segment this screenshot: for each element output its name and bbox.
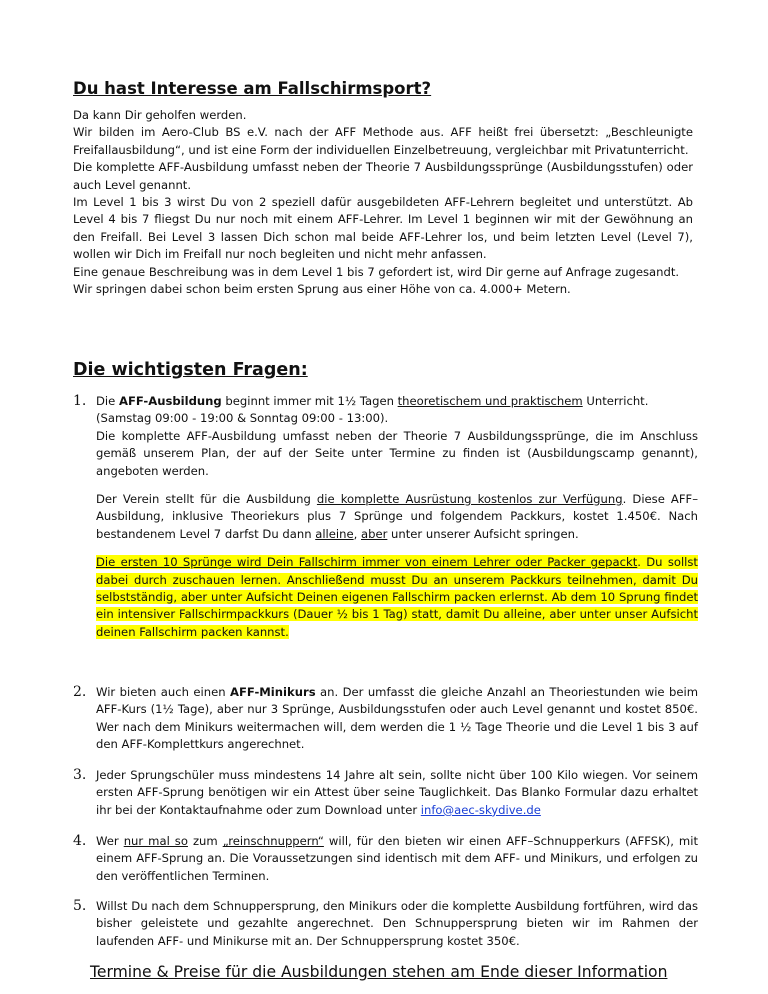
item-4-text: Wer nur mal so zum „reinschnuppern“ will, für den bieten wir einen AFF–Schnupperkurs (AFFSK), mit einem AFF-Sprung an. Die Voraussetzungen sind identisch mit dem AFF- und Minikurs, und erfolgen zu den veröffentlichen Terminen. [96,834,698,883]
intro-line-1: Da kann Dir geholfen werden. [73,108,247,122]
item-number-4: 4. [73,833,87,849]
item-number-3: 3. [73,767,87,783]
item-1-highlighted-paragraph [96,554,698,641]
item-number-5: 5. [73,898,87,914]
faq-item-3 [73,767,698,819]
item-1-line-3: Die komplette AFF-Ausbildung umfasst neben der Theorie 7 Ausbildungssprünge, die im Anschluss gemäß unserem Plan, der auf der Seite unter Termine zu finden ist (Ausbildungscamp genannt), angeboten werden. [96,428,698,478]
intro-paragraph-3: Die komplette AFF-Ausbildung umfasst neben der Theorie 7 Ausbildungssprünge (Ausbildungsstufen) oder auch Level genannt. [73,160,693,192]
email-link[interactable]: info@aec-skydive.de [420,802,541,817]
heading-interest: Du hast Interesse am Fallschirmsport? [73,79,432,98]
intro-paragraph-2: Wir bilden im Aero-Club BS e.V. nach der AFF Methode aus. AFF heißt frei übersetzt: „Beschleunigte Freifallausbildung“, und ist eine Form der individuellen Einzelbetreuung, vergleichbar mit Privatunterricht. [73,125,693,157]
faq-item-2 [73,684,698,754]
intro-paragraph-6: Wir springen dabei schon beim ersten Sprung aus einer Höhe von ca. 4.000+ Metern. [73,282,571,297]
item-1-paragraph-2: Der Verein stellt für die Ausbildung die komplette Ausrüstung kostenlos zur Verfügung. Diese AFF–Ausbildung, inklusive Theoriekurs plus 7 Sprünge und folgendem Packkurs, kostet 1.450€. Nach bestandenem Level 7 darfst Du dann alleine, aber unter unserer Aufsicht springen. [96,492,699,541]
item-number-1: 1. [73,393,87,409]
faq-item-1 [73,393,698,641]
intro-section [73,107,693,298]
item-5-text: Willst Du nach dem Schnuppersprung, den Minikurs oder die komplette Ausbildung fortführen, wird das bisher geleistete und gezahlte angerechnet. Den Schnuppersprung bieten wir im Rahmen der laufenden AFF- und Minikurse mit an. Der Schnuppersprung kostet 350€. [96,899,698,948]
heading-faq: Die wichtigsten Fragen: [73,360,308,380]
item-2-text: Wir bieten auch einen AFF-Minikurs an. Der umfasst die gleiche Anzahl an Theoriestunden wie beim AFF-Kurs (1½ Tage), aber nur 3 Sprünge, Ausbildungsstufen oder auch Level genannt und kostet 850€. Wer nach dem Minikurs weitermachen will, dem werden die 1 ½ Tage Theorie und die Level 1 bis 3 auf den AFF-Komplettkurs angerechnet. [96,685,698,752]
intro-paragraph-5: Eine genaue Beschreibung was in dem Level 1 bis 7 gefordert ist, wird Dir gerne auf Anfrage zugesandt. [73,264,680,279]
footer-notice: Termine & Preise für die Ausbildungen stehen am Ende dieser Information [90,963,668,981]
item-number-2: 2. [73,684,87,700]
intro-paragraph-4: Im Level 1 bis 3 wirst Du von 2 speziell dafür ausgebildeten AFF-Lehrern begleitet und unterstützt. Ab Level 4 bis 7 fliegst Du nur noch mit einem AFF-Lehrer. Im Level 1 beginnen wir mit der Gewöhnung an den Freifall. Bei Level 3 lassen Dich schon mal beide AFF-Lehrer los, und beim letzten Level (Level 7), wollen wir Dich im Freifall nur noch begleiten und nicht mehr anfassen. [73,195,693,262]
item-3-text: Jeder Sprungschüler muss mindestens 14 Jahre alt sein, sollte nicht über 100 Kilo wiegen. Vor seinem ersten AFF-Sprung benötigen wir ein Attest über seine Tauglichkeit. Das Blanko Formular dazu erhaltet ihr bei der Kontaktaufnahme oder zum Download unter info@aec-skydive.de [96,768,698,817]
item-1-line-2: (Samstag 09:00 - 19:00 & Sonntag 09:00 - 13:00). [96,411,389,426]
highlighted-text: Die ersten 10 Sprünge wird Dein Fallschirm immer von einem Lehrer oder Packer gepackt. Du sollst dabei durch zuschauen lernen. Anschließend musst Du an unserem Packkurs teilnehmen, damit Du selbstständig, aber unter Aufsicht Deinen eigenen Fallschirm packen erlernst. Ab dem 10 Sprung findet ein intensiver Fallschirmpackkurs (Dauer ½ bis 1 Tag) statt, damit Du alleine, aber unter unser Aufsicht deinen Fallschirm packen kannst. [96,555,698,639]
item-1-line-1: Die AFF-Ausbildung beginnt immer mit 1½ Tagen theoretischem und praktischem Unterricht. [96,394,649,408]
faq-item-5 [73,898,698,950]
faq-item-4 [73,833,698,885]
